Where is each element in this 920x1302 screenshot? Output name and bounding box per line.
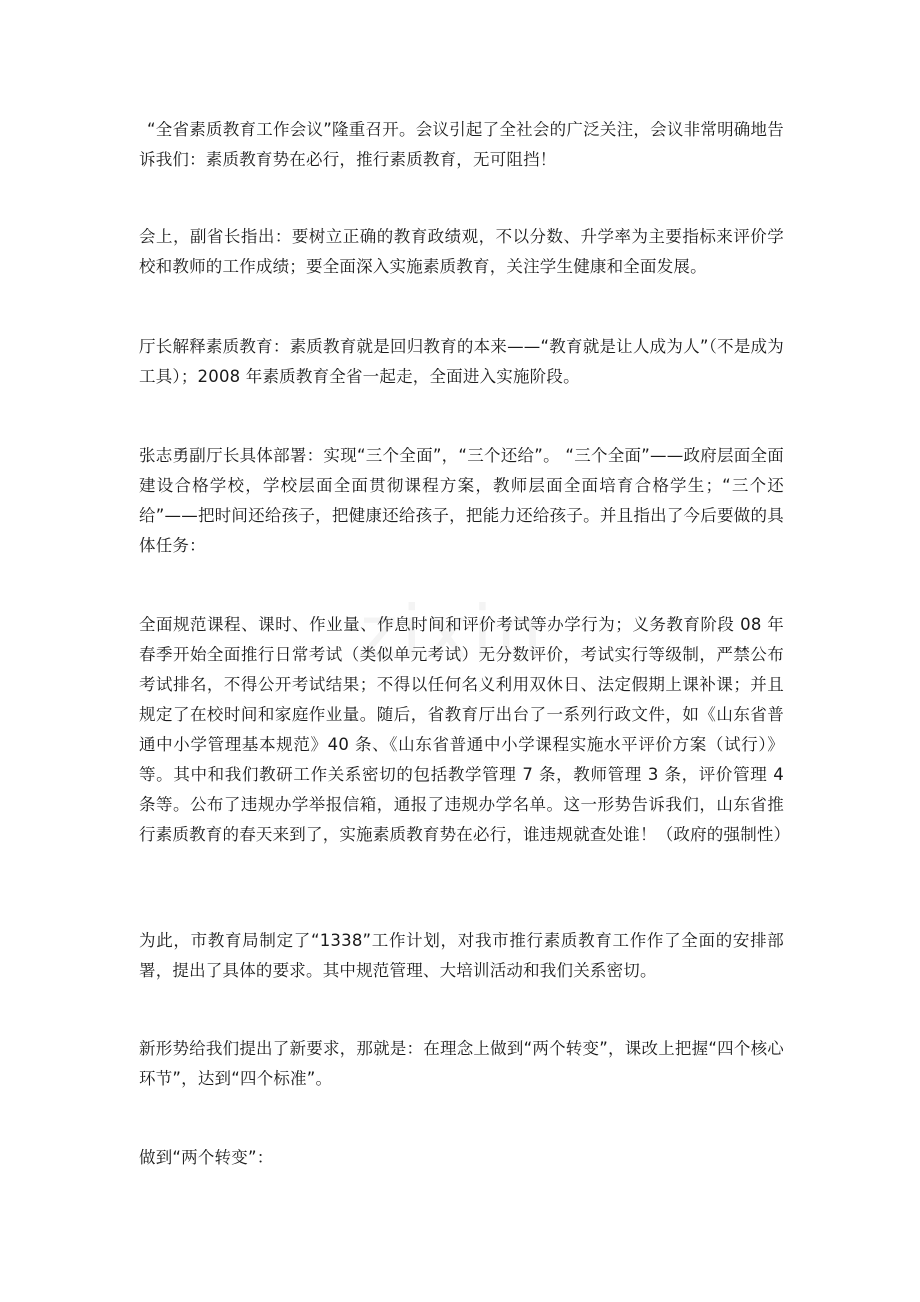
- watermark: zixin: [360, 590, 547, 674]
- paragraph-7: 新形势给我们提出了新要求，那就是：在理念上做到“两个转变”，课改上把握“四个核心环节”，达到“四个标准”。: [139, 1039, 784, 1088]
- paragraph-8: 做到“两个转变”：: [139, 1148, 274, 1167]
- paragraph-1: “全省素质教育工作会议”隆重召开。会议引起了全社会的广泛关注，会议非常明确地告诉我们：素质教育势在必行，推行素质教育，无可阻挡！: [139, 120, 784, 169]
- paragraph-6: 为此，市教育局制定了“1338”工作计划，对我市推行素质教育工作作了全面的安排部署，提出了具体的要求。其中规范管理、大培训活动和我们关系密切。: [139, 931, 784, 980]
- paragraph-4: 张志勇副厅长具体部署：实现“三个全面”，“三个还给”。 “三个全面”——政府层面全面建设合格学校，学校层面全面贯彻课程方案，教师层面全面培育合格学生；“三个还给”——把时间还给孩子，把健康还给孩子，把能力还给孩子。并且指出了今后要做的具体任务：: [139, 446, 784, 555]
- paragraph-2: 会上，副省长指出：要树立正确的教育政绩观，不以分数、升学率为主要指标来评价学校和教师的工作成绩；要全面深入实施素质教育，关注学生健康和全面发展。: [139, 227, 784, 276]
- paragraph-5: 全面规范课程、课时、作业量、作息时间和评价考试等办学行为；义务教育阶段 08 年春季开始全面推行日常考试（类似单元考试）无分数评价，考试实行等级制，严禁公布考试排名，不得公开考试结果；不得以任何名义利用双休日、法定假期上课补课；并且规定了在校时间和家庭作业量。随后，省教育厅出台了一系列行政文件，如《山东省普通中小学管理基本规范》40 条、《山东省普通中小学课程实施水平评价方案（试行）》等。其中和我们教研工作关系密切的包括教学管理 7 条，教师管理 3 条，评价管理 4 条等。公布了违规办学举报信箱，通报了违规办学名单。这一形势告诉我们，山东省推行素质教育的春天来到了，实施素质教育势在必行，谁违规就查处谁！（政府的强制性）: [139, 615, 791, 844]
- paragraph-3: 厅长解释素质教育：素质教育就是回归教育的本来——“教育就是让人成为人”（不是成为工具）；2008 年素质教育全省一起走，全面进入实施阶段。: [139, 337, 784, 386]
